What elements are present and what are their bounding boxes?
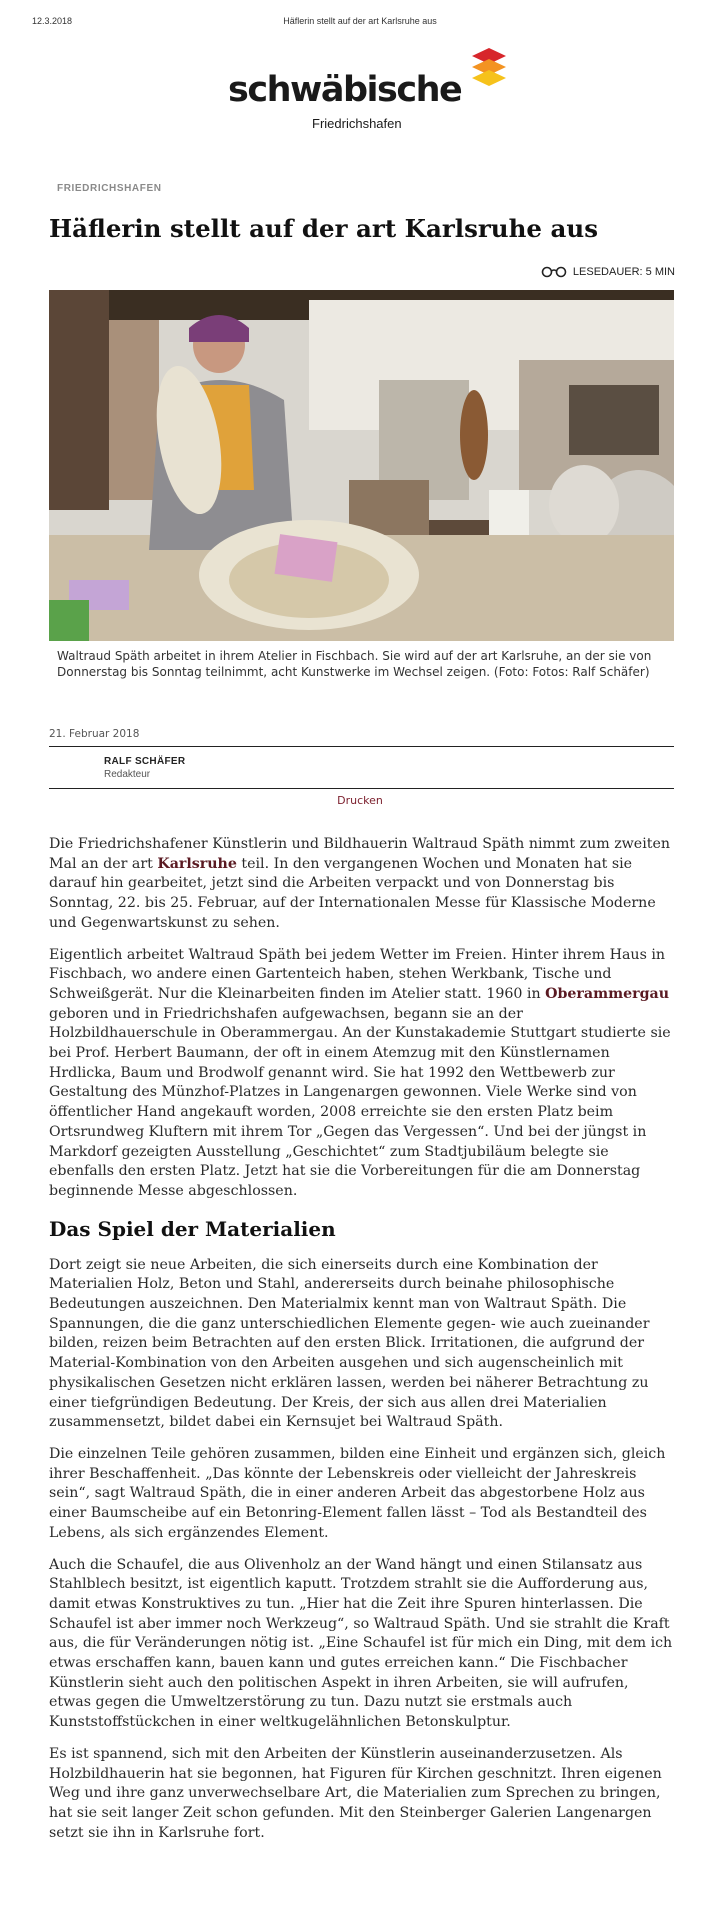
logo-wordmark: schwäbische [228, 70, 462, 110]
article-headline: Häflerin stellt auf der art Karlsruhe aus [49, 214, 598, 243]
paragraph: Die Friedrichshafener Künstlerin und Bildhauerin Waltraud Späth nimmt zum zweiten Mal an der art Karlsruhe teil. In den vergangenen Wochen und Monaten hat sie darauf hin gearbeitet, jetzt sind die Arbeiten verpackt und von Donnerstag bis Sonntag, 22. bis 25. Februar, auf der Internationalen Messe für Klassische Moderne und Gegenwartskunst zu sehen. [49, 836, 670, 931]
read-time-label: LESEDAUER: 5 MIN [572, 266, 675, 278]
site-logo[interactable] [228, 48, 508, 138]
print-button[interactable]: Drucken [337, 794, 383, 807]
article-photo[interactable] [49, 290, 674, 641]
link-oberammergau[interactable]: Oberammergau [545, 985, 670, 1002]
logo-mark-icon [472, 48, 506, 86]
paragraph: Auch die Schaufel, die aus Olivenholz an der Wand hängt und einen Stilansatz aus Stahlblech besitzt, ist eigentlich kaputt. Trotzdem strahlt sie die Aufforderung aus, damit etwas Konstruktives zu tun. „Hier hat die Zeit ihre Spuren hinterlassen. Die Schaufel ist aber immer noch Werkzeug“, so Waltraud Späth. Und sie strahlt die Kraft aus, die für Veränderungen nötig ist. „Eine Schaufel ist für mich ein Ding, mit dem ich etwas erschaffen kann, bauen kann und gutes erreichen kann.“ Die Fischbacher Künstlerin sieht auch den politischen Aspekt in ihren Arbeiten, sie will aufrufen, etwas gegen die Umweltzerstörung zu tun. Dazu nutzt sie erstmals auch Kunststoffstückchen in einer weltkugelähnlichen Betonskulptur. [49, 1556, 673, 1731]
paragraph: Es ist spannend, sich mit den Arbeiten der Künstlerin auseinanderzusetzen. Als Holzbildhauerin hat sie begonnen, hat Figuren für Kirchen geschnitzt. Ihren eigenen Weg und ihre ganz unverwechselbare Art, die Materialien zum Sprechen zu bringen, hat sie seit langer Zeit schon gefunden. Mit den Steinberger Galerien Langenargen setzt sie ihn in Karlsruhe fort. [49, 1745, 662, 1841]
print-title: Häflerin stellt auf der art Karlsruhe aus [283, 16, 437, 26]
print-date: 12.3.2018 [32, 16, 73, 26]
divider [49, 788, 674, 789]
subheading: Das Spiel der Materialien [49, 1216, 336, 1241]
article-body [49, 835, 674, 1855]
glasses-icon [541, 266, 567, 278]
link-karlsruhe[interactable]: Karlsruhe [157, 855, 237, 872]
studio-photo-image [49, 290, 674, 641]
paragraph: Die einzelnen Teile gehören zusammen, bilden eine Einheit und ergänzen sich, gleich ihrer Beschaffenheit. „Das könnte der Lebenskreis oder vielleicht der Jahreskreis sein“, sagt Waltraud Späth, die in einer anderen Arbeit das abgestorbene Holz aus einer Baumscheibe auf ein Betonring-Element fallen lässt – Tod als Bestandteil des Lebens, als sich ergänzendes Element. [49, 1445, 666, 1541]
logo-city: Friedrichshafen [312, 116, 402, 131]
author-role: Redakteur [104, 769, 151, 780]
author-name[interactable]: RALF SCHÄFER [104, 756, 186, 767]
divider [49, 746, 674, 747]
section-label[interactable]: FRIEDRICHSHAFEN [57, 183, 162, 194]
paragraph: Eigentlich arbeitet Waltraud Späth bei jedem Wetter im Freien. Hinter ihrem Haus in Fischbach, wo andere einen Gartenteich haben, stehen Werkbank, Tische und Schweißgerät. Nur die Kleinarbeiten finden im Atelier statt. 1960 in Oberammergau geboren und in Friedrichshafen aufgewachsen, begann sie an der Holzbildhauerschule in Oberammergau. An der Kunstakademie Stuttgart studierte sie bei Prof. Herbert Baumann, der oft in einem Atemzug mit den Künstlernamen Hrdlicka, Baum und Brodwolf genannt wird. Sie hat 1992 den Wettbewerb zur Gestaltung des Münzhof-Platzes in Langenargen gewonnen. Viele Werke sind von öffentlicher Hand angekauft worden, 2008 erreichte sie den ersten Platz beim Ortsrundweg Kluftern mit ihrem Tor „Gegen das Vergessen“. Und bei der jüngst in Markdorf gezeigten Ausstellung „Geschichtet“ zum Stadtjubiläum belegte sie ebenfalls den ersten Platz. Jetzt hat sie die Vorbereitungen für die am Donnerstag beginnende Messe abgeschlossen. [49, 946, 671, 1199]
print-header [32, 16, 688, 32]
paragraph: Dort zeigt sie neue Arbeiten, die sich einerseits durch eine Kombination der Materialien Holz, Beton und Stahl, andererseits durch beinahe philosophische Bedeutungen auszeichnen. Den Materialmix kennt man von Waltraut Späth. Die Spannungen, die die ganz unterschiedlichen Elemente gegen- wie auch zueinander bilden, reizen beim Betrachten auf den ersten Blick. Irritationen, die aufgrund der Material-Kombination von den Arbeiten ausgehen und sich augenscheinlich mit physikalischen Gesetzen nicht erklären lassen, werden bei näherer Betrachtung zu einer tiefgründigen Bedeutung. Der Kreis, der sich aus allen drei Materialien zusammensetzt, bildet dabei ein Kernsujet bei Waltraud Späth. [49, 1256, 650, 1431]
read-time [541, 266, 675, 278]
publish-date: 21. Februar 2018 [49, 728, 140, 740]
photo-caption: Waltraud Späth arbeitet in ihrem Atelier in Fischbach. Sie wird auf der art Karlsruhe, an der sie von Donnerstag bis Sonntag teilnimmt, acht Kunstwerke im Wechsel zeigen. (Foto: Fotos: Ralf Schäfer) [57, 649, 652, 679]
